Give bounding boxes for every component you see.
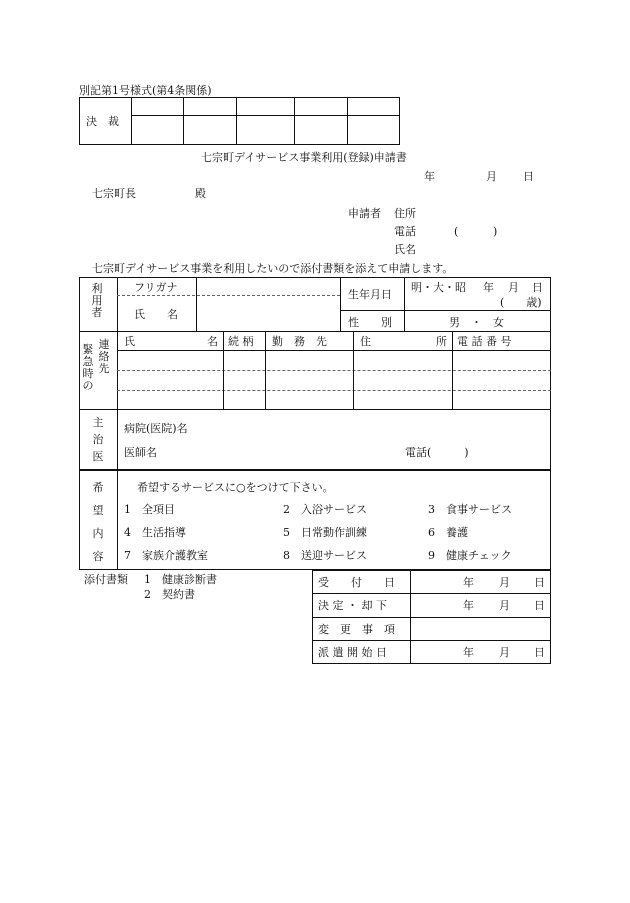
service-item-1[interactable]: 1 全項目 [124,503,175,516]
emergency-phone-header: 電 話 番 号 [457,335,512,348]
office-day: 日 [534,646,545,659]
doctor-phone-label: 電話( ) [405,446,469,459]
services-side-label: 希望内容 [92,481,104,563]
office-row-label: 変 更 事 項 [318,623,395,636]
emergency-side-label-2: 緊急時の [82,343,94,392]
service-item-7[interactable]: 7 家族介護教室 [124,549,208,562]
page-title: 七宗町デイサービス事業利用(登録)申請書 [201,151,407,164]
birth-era: 明・大・昭 [411,281,466,294]
approval-box [79,97,400,145]
applicant-phone-paren-open: ( [454,225,459,238]
date-day: 日 [523,170,534,183]
sex-label: 性 別 [348,316,392,329]
date-year: 年 [424,170,435,183]
birth-label: 生年月日 [348,288,392,301]
hospital-label: 病院(医院)名 [124,422,188,435]
approval-label: 決 裁 [86,115,119,128]
applicant-name-label: 氏名 [394,243,416,256]
service-item-2[interactable]: 2 入浴サービス [283,503,367,516]
birth-year: 年 [483,281,494,294]
office-year: 年 [463,646,474,659]
honorific: 殿 [195,187,206,200]
applicant-address-label: 住所 [394,207,416,220]
service-item-4[interactable]: 4 生活指導 [124,526,186,539]
doctor-side-label: 主治医 [92,416,104,463]
office-year: 年 [463,576,474,589]
emergency-name-right: 名 [207,335,218,348]
user-side-label: 利用者 [91,282,103,319]
office-month: 月 [499,576,510,589]
emergency-side-label-1: 連絡先 [98,338,110,375]
office-day: 日 [534,599,545,612]
applicant-label: 申請者 [348,207,381,220]
emergency-address-right: 所 [436,335,447,348]
attachments-label: 添付書類 [84,573,128,586]
office-row-label: 受 付 日 [318,576,395,589]
office-row-label: 派 遣 開 始 日 [318,646,387,659]
applicant-phone-paren-close: ) [493,225,498,238]
services-instruction: 希望するサービスに○をつけて下さい。 [137,481,334,494]
office-day: 日 [534,576,545,589]
office-month: 月 [499,599,510,612]
form-id: 別記第1号様式(第4条関係) [79,84,212,97]
addressee: 七宗町長 [92,187,136,200]
birth-age: ( 歳) [500,296,542,309]
doctor-name-label: 医師名 [124,446,157,459]
emergency-work-header: 勤 務 先 [272,335,327,348]
office-row-label: 決 定 ・ 却 下 [318,599,387,612]
service-item-8[interactable]: 8 送迎サービス [283,549,367,562]
service-item-6[interactable]: 6 養護 [428,526,468,539]
main-table [79,277,551,470]
attachment-item-2: 2 契約書 [144,588,195,601]
attachment-item-1: 1 健康診断書 [144,573,217,586]
service-item-5[interactable]: 5 日常動作訓練 [283,526,367,539]
birth-month: 月 [508,281,519,294]
user-name-label: 氏 名 [134,308,178,321]
service-item-3[interactable]: 3 食事サービス [428,503,512,516]
furigana-label: フリガナ [134,281,178,294]
emergency-name-left: 氏 [124,335,135,348]
service-item-9[interactable]: 9 健康チェック [428,549,512,562]
office-year: 年 [463,599,474,612]
sex-options[interactable]: 男 ・ 女 [449,316,504,329]
emergency-relation-header: 続 柄 [228,335,254,348]
office-month: 月 [499,646,510,659]
birth-day: 日 [532,281,543,294]
date-month: 月 [486,170,497,183]
emergency-address-left: 住 [360,335,371,348]
applicant-phone-label: 電話 [394,225,416,238]
intro-text: 七宗町デイサービス事業を利用したいので添付書類を添えて申請します。 [92,262,454,275]
